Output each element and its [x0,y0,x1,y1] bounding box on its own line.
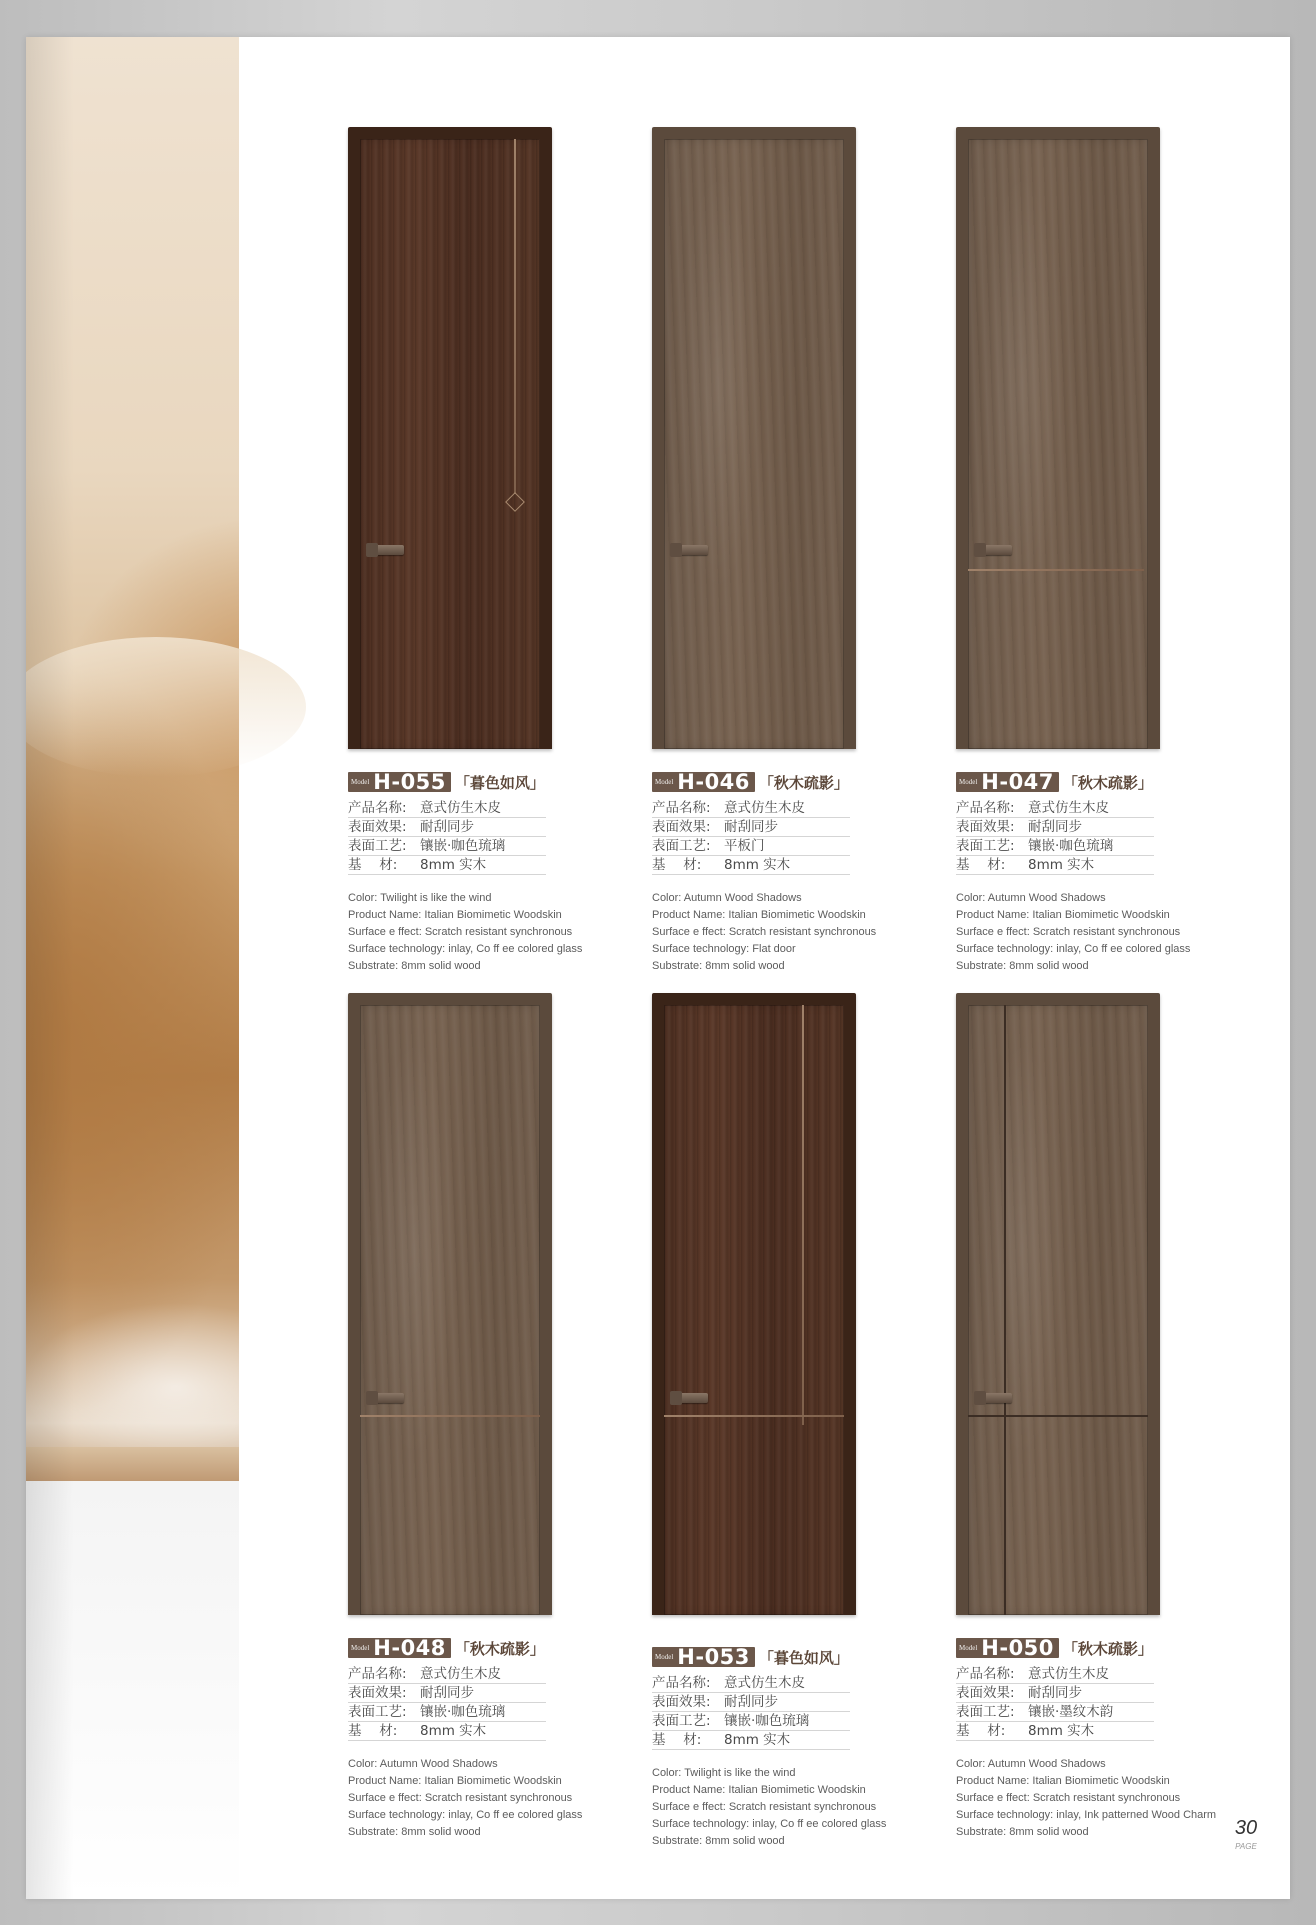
spec-value: 镶嵌·咖色琉璃 [420,1704,506,1720]
english-spec-line: Surface technology: Flat door [652,943,796,955]
door-inlay-diamond [505,492,525,512]
spec-key: 基 材: [956,857,1006,873]
spec-key: 表面工艺: [956,1704,1015,1720]
spec-row [956,799,1154,818]
chinese-spec-list [652,1674,850,1750]
english-spec-list [652,890,922,975]
spec-key: 表面效果: [652,819,711,835]
spec-row [652,799,850,818]
spec-row [652,1693,850,1712]
spec-key: 表面工艺: [348,838,407,854]
model-label: Model [959,778,978,786]
spec-row [348,837,546,856]
spec-value: 镶嵌·咖色琉璃 [420,838,506,854]
product-title [652,1646,922,1668]
door-image [348,993,552,1615]
model-label: Model [655,1653,674,1661]
product-title [348,1637,618,1659]
spec-row [652,837,850,856]
model-label: Model [959,1644,978,1652]
spec-key: 表面效果: [956,819,1015,835]
spec-key: 产品名称: [348,1666,407,1682]
spec-value: 镶嵌·墨纹木韵 [1028,1704,1114,1720]
spec-row [348,1722,546,1741]
chinese-spec-list [652,799,850,875]
model-badge [652,772,755,792]
model-badge [652,1647,755,1667]
product-title [956,1637,1226,1659]
door-image [956,993,1160,1615]
english-spec-line: Color: Autumn Wood Shadows [652,892,802,904]
product-chinese-name: 「秋木疏影」 [1062,1639,1153,1658]
page-number-label: PAGE [1235,1842,1257,1851]
door-leaf [664,1005,844,1615]
spec-key: 基 材: [652,857,702,873]
spec-row [652,818,850,837]
spec-row [348,818,546,837]
english-spec-line: Product Name: Italian Biomimetic Woodskin [652,1784,866,1796]
english-spec-line: Product Name: Italian Biomimetic Woodskin [956,1775,1170,1787]
english-spec-line: Product Name: Italian Biomimetic Woodskin [348,909,562,921]
door-leaf [968,1005,1148,1615]
model-badge [956,1638,1059,1658]
spec-key: 产品名称: [348,800,407,816]
door-leaf [664,139,844,749]
spec-value: 意式仿生木皮 [420,800,501,816]
english-spec-line: Substrate: 8mm solid wood [348,1826,481,1838]
spec-row [956,856,1154,875]
spec-row [348,799,546,818]
model-code: H-047 [981,770,1054,794]
spec-value: 8mm 实木 [420,857,487,873]
spec-key: 表面工艺: [956,838,1015,854]
spec-value: 镶嵌·咖色琉璃 [1028,838,1114,854]
spec-key: 基 材: [956,1723,1006,1739]
spec-value: 耐刮同步 [1028,819,1082,835]
spec-value: 意式仿生木皮 [1028,1666,1109,1682]
model-label: Model [655,778,674,786]
door-inlay-line [968,1415,1148,1417]
page-number: 30 [1234,1817,1258,1839]
door-leaf [968,139,1148,749]
door-image [652,127,856,749]
door-leaf [360,139,540,749]
english-spec-line: Color: Twilight is like the wind [652,1767,796,1779]
spec-row [348,1665,546,1684]
model-badge [348,772,451,792]
spec-value: 平板门 [724,838,765,854]
spec-row [652,1712,850,1731]
spec-row [956,1703,1154,1722]
product-chinese-name: 「暮色如风」 [454,773,545,792]
english-spec-line: Substrate: 8mm solid wood [652,960,785,972]
spec-key: 表面工艺: [652,838,711,854]
spec-value: 镶嵌·咖色琉璃 [724,1713,810,1729]
spec-key: 基 材: [348,857,398,873]
product-title [652,771,922,793]
photo-highlight [26,637,306,777]
english-spec-list [348,890,618,975]
model-code: H-050 [981,1636,1054,1660]
english-spec-line: Surface technology: inlay, Co ff ee colored glass [348,943,583,955]
chinese-spec-list [348,1665,546,1741]
product-chinese-name: 「暮色如风」 [758,1648,849,1667]
spec-value: 8mm 实木 [724,1732,791,1748]
english-spec-line: Surface technology: inlay, Ink patterned Wood Charm [956,1809,1217,1821]
door-leaf [360,1005,540,1615]
product-info [348,771,618,975]
spec-key: 基 材: [348,1723,398,1739]
spec-value: 耐刮同步 [420,819,474,835]
door-handle [370,545,404,555]
model-code: H-048 [373,1636,446,1660]
product-chinese-name: 「秋木疏影」 [758,773,849,792]
model-badge [348,1638,451,1658]
spec-key: 表面效果: [652,1694,711,1710]
english-spec-line: Color: Autumn Wood Shadows [956,1758,1106,1770]
door-inlay-line [1004,1005,1006,1615]
spec-key: 表面效果: [956,1685,1015,1701]
spec-row [652,1674,850,1693]
spec-key: 表面效果: [348,1685,407,1701]
model-code: H-053 [677,1645,750,1669]
english-spec-line: Surface e ffect: Scratch resistant synchronous [348,1792,573,1804]
english-spec-line: Color: Autumn Wood Shadows [956,892,1106,904]
product-info [652,771,922,975]
spec-key: 产品名称: [652,1675,711,1691]
english-spec-line: Substrate: 8mm solid wood [652,1835,785,1847]
door-handle [978,1393,1012,1403]
catalog-page [26,37,1290,1899]
english-spec-line: Substrate: 8mm solid wood [348,960,481,972]
product-title [956,771,1226,793]
spec-row [348,1703,546,1722]
door-handle [370,1393,404,1403]
english-spec-line: Surface e ffect: Scratch resistant synchronous [652,926,877,938]
interior-photo [26,37,239,1481]
door-inlay-line [360,1415,540,1417]
door-inlay-line [802,1005,804,1425]
door-image [956,127,1160,749]
english-spec-line: Color: Autumn Wood Shadows [348,1758,498,1770]
door-inlay-line [514,139,516,494]
model-code: H-055 [373,770,446,794]
english-spec-list [348,1756,618,1841]
english-spec-line: Substrate: 8mm solid wood [956,1826,1089,1838]
spec-key: 表面工艺: [348,1704,407,1720]
spec-value: 8mm 实木 [420,1723,487,1739]
product-info [956,1637,1226,1841]
photo-reflection [26,1481,239,1899]
product-title [348,771,618,793]
spec-value: 意式仿生木皮 [420,1666,501,1682]
product-info [652,1646,922,1850]
spec-value: 8mm 实木 [1028,1723,1095,1739]
english-spec-line: Color: Twilight is like the wind [348,892,492,904]
spec-value: 耐刮同步 [420,1685,474,1701]
chinese-spec-list [348,799,546,875]
spec-value: 意式仿生木皮 [724,800,805,816]
english-spec-line: Product Name: Italian Biomimetic Woodskin [652,909,866,921]
spec-row [348,856,546,875]
english-spec-list [652,1765,922,1850]
chinese-spec-list [956,799,1154,875]
spec-key: 表面效果: [348,819,407,835]
door-inlay-line [968,569,1144,571]
product-info [956,771,1226,975]
spec-row [956,837,1154,856]
spec-key: 产品名称: [956,800,1015,816]
product-chinese-name: 「秋木疏影」 [454,1639,545,1658]
model-badge [956,772,1059,792]
spec-row [652,856,850,875]
model-label: Model [351,778,370,786]
door-inlay-line [664,1415,844,1417]
spec-row [348,1684,546,1703]
spec-row [956,818,1154,837]
spec-row [956,1665,1154,1684]
spec-row [652,1731,850,1750]
spec-row [956,1722,1154,1741]
model-label: Model [351,1644,370,1652]
english-spec-line: Surface technology: inlay, Co ff ee colored glass [956,943,1191,955]
door-image [652,993,856,1615]
spec-value: 耐刮同步 [1028,1685,1082,1701]
english-spec-line: Surface e ffect: Scratch resistant synchronous [348,926,573,938]
english-spec-line: Product Name: Italian Biomimetic Woodskin [348,1775,562,1787]
spec-value: 耐刮同步 [724,819,778,835]
spec-row [956,1684,1154,1703]
product-chinese-name: 「秋木疏影」 [1062,773,1153,792]
chinese-spec-list [956,1665,1154,1741]
english-spec-list [956,890,1226,975]
english-spec-line: Surface e ffect: Scratch resistant synchronous [956,926,1181,938]
spec-key: 产品名称: [652,800,711,816]
english-spec-line: Product Name: Italian Biomimetic Woodskin [956,909,1170,921]
photo-floor [26,1447,239,1481]
spec-key: 产品名称: [956,1666,1015,1682]
english-spec-list [956,1756,1226,1841]
spec-value: 意式仿生木皮 [724,1675,805,1691]
product-info [348,1637,618,1841]
english-spec-line: Substrate: 8mm solid wood [956,960,1089,972]
door-image [348,127,552,749]
spec-value: 8mm 实木 [724,857,791,873]
english-spec-line: Surface e ffect: Scratch resistant synchronous [956,1792,1181,1804]
spec-value: 耐刮同步 [724,1694,778,1710]
spec-key: 基 材: [652,1732,702,1748]
english-spec-line: Surface technology: inlay, Co ff ee colored glass [652,1818,887,1830]
model-code: H-046 [677,770,750,794]
english-spec-line: Surface e ffect: Scratch resistant synchronous [652,1801,877,1813]
door-handle [674,1393,708,1403]
door-handle [674,545,708,555]
english-spec-line: Surface technology: inlay, Co ff ee colored glass [348,1809,583,1821]
spec-value: 8mm 实木 [1028,857,1095,873]
spec-key: 表面工艺: [652,1713,711,1729]
door-handle [978,545,1012,555]
spec-value: 意式仿生木皮 [1028,800,1109,816]
